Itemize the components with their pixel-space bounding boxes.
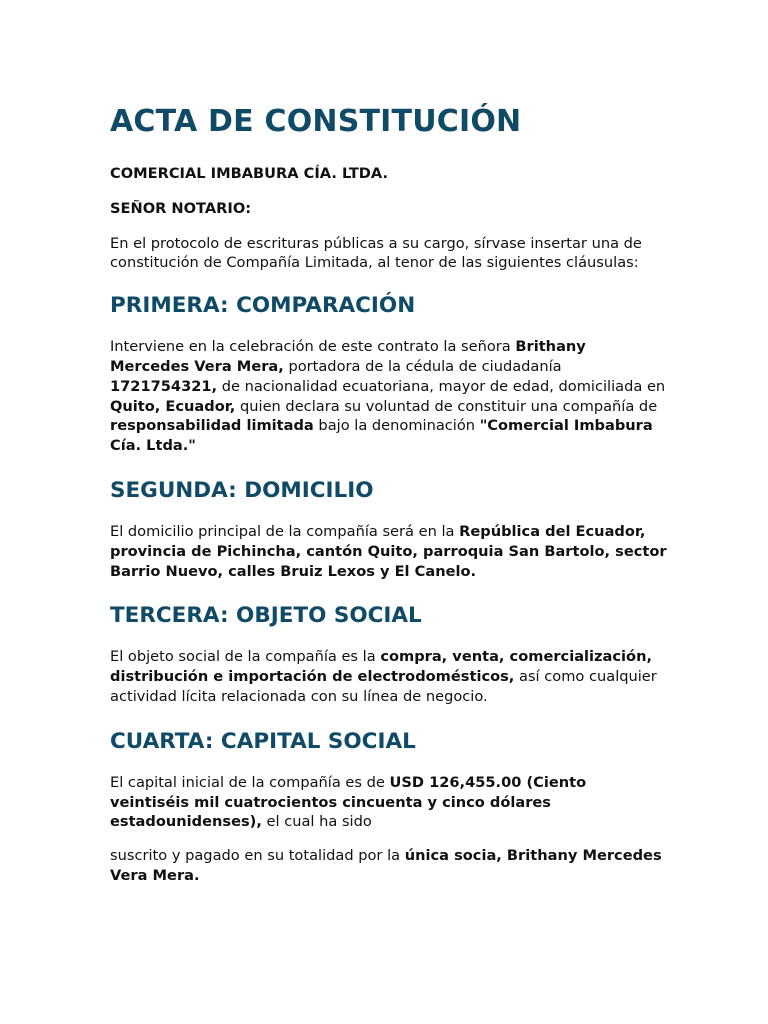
company-name: COMERCIAL IMBABURA CÍA. LTDA. xyxy=(110,165,389,182)
emphasis-text: USD 126,455.00 (Ciento veintiséis mil cuatrocientos cincuenta y cinco dólares estadounidenses), xyxy=(110,773,587,831)
body-text: Interviene en la celebración de este contrato la señora xyxy=(110,338,516,356)
body-text: el cual ha sido xyxy=(261,813,372,831)
body-text: suscrito y pagado en su totalidad por la xyxy=(110,847,405,865)
intro-paragraph: En el protocolo de escrituras públicas a su cargo, sírvase insertar una de constitución de Compañía Limitada, al tenor de las siguientes cláusulas: xyxy=(110,234,642,272)
emphasis-text: única socia, Brithany Mercedes Vera Mera. xyxy=(110,847,662,884)
emphasis-text: Quito, Ecuador, xyxy=(110,397,236,415)
emphasis-text: responsabilidad limitada xyxy=(110,417,314,435)
body-text: quien declara su voluntad de constituir una compañía de xyxy=(235,397,658,415)
body-text: El capital inicial de la compañía es de xyxy=(110,773,390,791)
clause-heading-primera: PRIMERA: COMPARACIÓN xyxy=(110,293,416,319)
body-text: El domicilio principal de la compañía será en la xyxy=(110,522,460,540)
body-text: El objeto social de la compañía es la xyxy=(110,648,381,666)
emphasis-text: compra, venta, comercialización, distribución e importación de electrodomésticos, xyxy=(110,648,652,686)
clause-paragraph xyxy=(110,846,670,886)
emphasis-text: Brithany Mercedes Vera Mera, xyxy=(110,338,586,375)
clause-paragraph xyxy=(110,522,670,581)
document-page xyxy=(110,100,670,886)
clause-paragraph xyxy=(110,647,670,706)
addressee-line: SEÑOR NOTARIO: xyxy=(110,199,252,217)
clause-paragraph xyxy=(110,773,670,832)
clause-heading-tercera: TERCERA: OBJETO SOCIAL xyxy=(110,603,422,629)
emphasis-text: 1721754321, xyxy=(110,377,218,395)
emphasis-text: "Comercial Imbabura Cía. Ltda." xyxy=(110,417,653,455)
clause-heading-cuarta: CUARTA: CAPITAL SOCIAL xyxy=(110,728,416,754)
body-text: bajo la denominación xyxy=(313,417,480,435)
clause-paragraph xyxy=(110,337,670,456)
clause-heading-segunda: SEGUNDA: DOMICILIO xyxy=(110,477,374,503)
document-title: ACTA DE CONSTITUCIÓN xyxy=(110,104,522,139)
body-text: así como cualquier actividad lícita relacionada con su línea de negocio. xyxy=(110,668,657,705)
body-text: de nacionalidad ecuatoriana, mayor de edad, domiciliada en xyxy=(217,377,666,395)
body-text: portadora de la cédula de ciudadanía xyxy=(283,357,562,375)
emphasis-text: República del Ecuador, provincia de Pichincha, cantón Quito, parroquia San Bartolo, sector Barrio Nuevo, calles Bruiz Lexos y El Canelo. xyxy=(110,522,667,580)
